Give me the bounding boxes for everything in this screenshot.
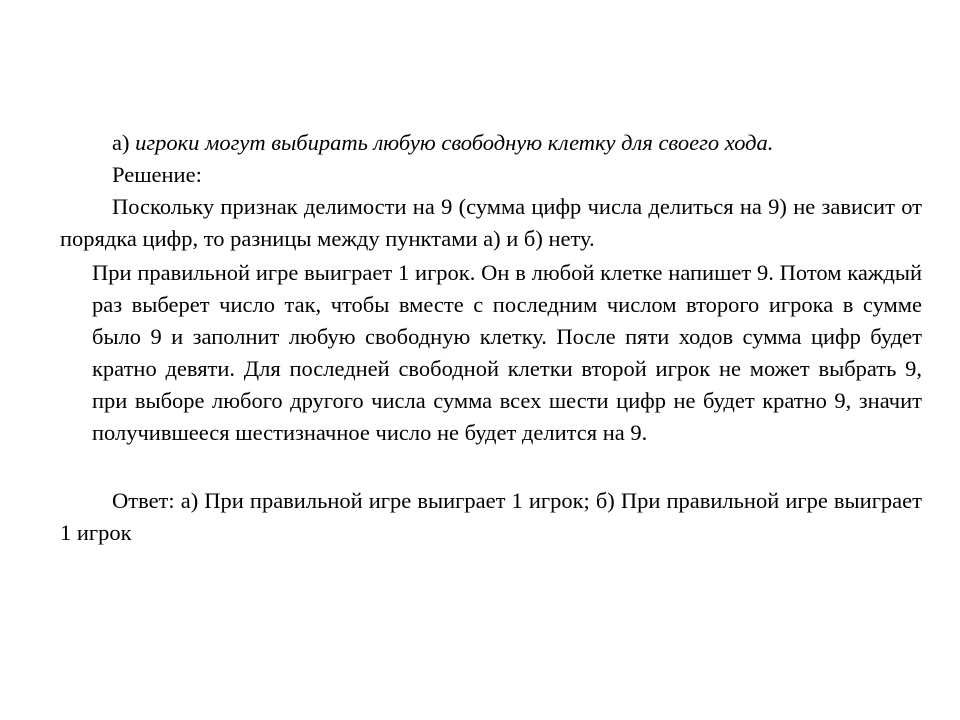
variant-a-prefix: а) [112, 130, 136, 155]
solution-label: Решение: [112, 162, 202, 187]
solution-paragraph-2: При правильной игре выиграет 1 игрок. Он в любой клетке напишет 9. Потом каждый раз выберет число так, чтобы вместе с последним числом второго игрока в сумме было 9 и заполнит любую свободную клетку. После пяти ходов сумма цифр будет кратно девяти. Для последней свободной клетки второй игрок не может выбрать 9, при выборе любого другого числа сумма всех шести цифр не будет кратно 9, значит получившееся шестизначное число не будет делится на 9. [92, 260, 922, 445]
strategy-block [92, 257, 922, 449]
intro-block [60, 127, 922, 255]
variant-a-line [60, 127, 922, 159]
variant-a-condition: игроки могут выбирать любую свободную клетку для своего хода. [135, 130, 774, 155]
answer-block [60, 485, 922, 549]
solution-paragraph-1: Поскольку признак делимости на 9 (сумма цифр числа делиться на 9) не зависит от порядка цифр, то разницы между пунктами а) и б) нету. [60, 194, 922, 251]
answer-paragraph: Ответ: а) При правильной игре выиграет 1 игрок; б) При правильной игре выиграет 1 игрок [60, 488, 922, 545]
